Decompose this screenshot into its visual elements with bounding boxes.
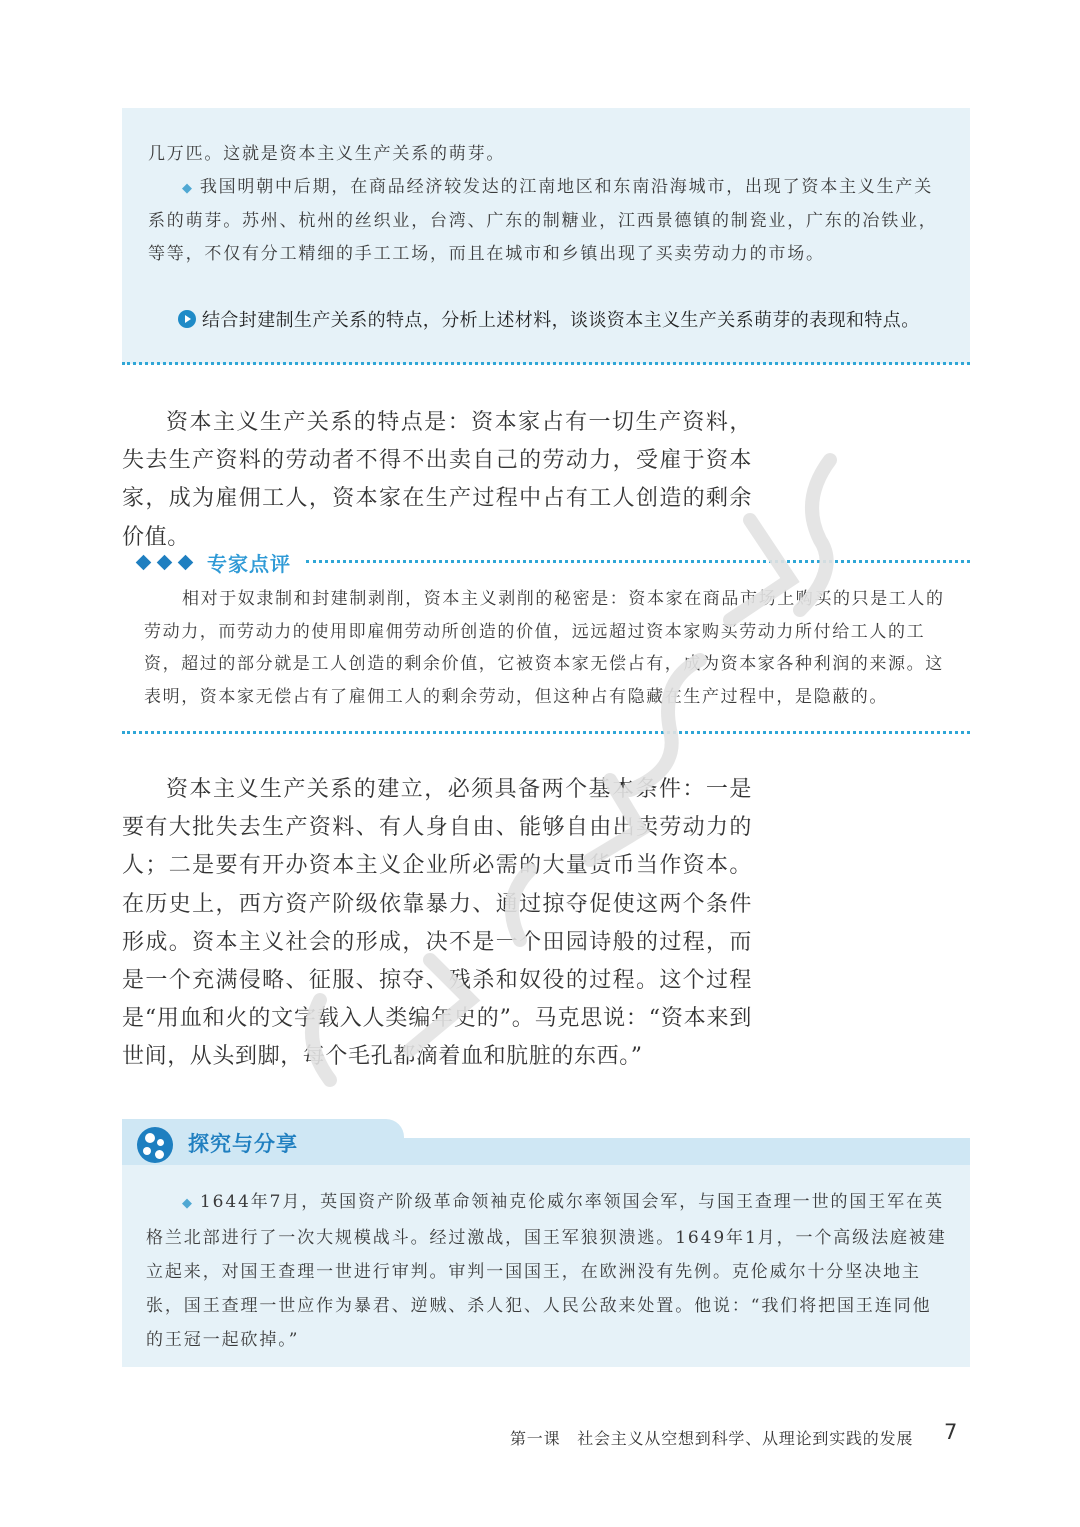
main-paragraph-1	[122, 404, 752, 557]
diamond-icon	[157, 554, 173, 570]
material-paragraph-text: 我国明朝中后期，在商品经济较发达的江南地区和东南沿海城市，出现了资本主义生产关系的萌芽。苏州、杭州的丝织业，台湾、广东的制糖业，江西景德镇的制瓷业，广东的冶铁业，等等，不仅有分工精细的手工工场，而且在城市和乡镇出现了买卖劳动力的市场。	[148, 177, 938, 264]
diamond-bullet-icon: ◆	[182, 181, 194, 196]
explore-paragraph	[146, 1185, 950, 1357]
material-text-block	[148, 138, 948, 271]
diamond-icon	[136, 554, 152, 570]
expert-review-top-divider	[306, 560, 970, 563]
material-line: 几万匹。这就是资本主义生产关系的萌芽。	[148, 144, 506, 164]
expert-review-header	[138, 546, 291, 578]
main-paragraph-2-text: 资本主义生产关系的建立，必须具备两个基本条件：一是要有大批失去生产资料、有人身自由、能够自由出卖劳动力的人；二是要有开办资本主义企业所必需的大量货币当作资本。在历史上，西方资产阶级依靠暴力、通过掠夺促使这两个条件形成。资本主义社会的形成，决不是一个田园诗般的过程，而是一个充满侵略、征服、掠夺、残杀和奴役的过程。这个过程是“用血和火的文字载入人类编年史的”。马克思说：“资本来到世间，从头到脚，每个毛孔都滴着血和肮脏的东西。”	[122, 777, 752, 1070]
main-paragraph-2	[122, 771, 752, 1077]
diamond-bullet-icon: ◆	[182, 1196, 194, 1211]
explore-text-block	[146, 1185, 950, 1357]
explore-title: 探究与分享	[188, 1132, 298, 1156]
material-paragraph	[148, 171, 948, 271]
explore-paragraph-text: 1644年7月，英国资产阶级革命领袖克伦威尔率领国会军，与国王查理一世的国王军在英格兰北部进行了一次大规模战斗。经过激战，国王军狼狈溃逃。1649年1月，一个高级法庭被建立起来，对国王查理一世进行审判。审判一国国王，在欧洲没有先例。克伦威尔十分坚决地主张，国王查理一世应作为暴君、逆贼、杀人犯、人民公敌来处置。他说：“我们将把国王连同他的王冠一起砍掉。”	[146, 1192, 947, 1350]
discussion-question	[178, 304, 920, 334]
explore-box	[122, 1165, 970, 1367]
question-text: 结合封建制生产关系的特点，分析上述材料，谈谈资本主义生产关系萌芽的表现和特点。	[202, 310, 920, 331]
expert-review-text: 相对于奴隶制和封建制剥削，资本主义剥削的秘密是：资本家在商品市场上购买的只是工人的劳动力，而劳动力的使用即雇佣劳动所创造的价值，远远超过资本家购买劳动力所付给工人的工资，超过的部分就是工人创造的剩余价值，它被资本家无偿占有，成为资本家各种利润的来源。这表明，资本家无偿占有了雇佣工人的剩余劳动，但这种占有隐藏在生产过程中，是隐蔽的。	[144, 589, 945, 707]
explore-share-icon	[137, 1127, 173, 1163]
dotted-divider	[122, 362, 970, 365]
footer-chapter-title: 第一课 社会主义从空想到科学、从理论到实践的发展	[510, 1429, 914, 1448]
expert-review-body	[144, 583, 952, 713]
play-arrow-icon	[178, 310, 196, 328]
expert-review-bottom-divider	[122, 731, 970, 734]
expert-review-title: 专家点评	[207, 551, 291, 576]
main-paragraph-1-text: 资本主义生产关系的特点是：资本家占有一切生产资料，失去生产资料的劳动者不得不出卖自己的劳动力，受雇于资本家，成为雇佣工人，资本家在生产过程中占有工人创造的剩余价值。	[122, 410, 752, 550]
page-number: 7	[944, 1420, 958, 1444]
diamond-icon	[178, 554, 194, 570]
